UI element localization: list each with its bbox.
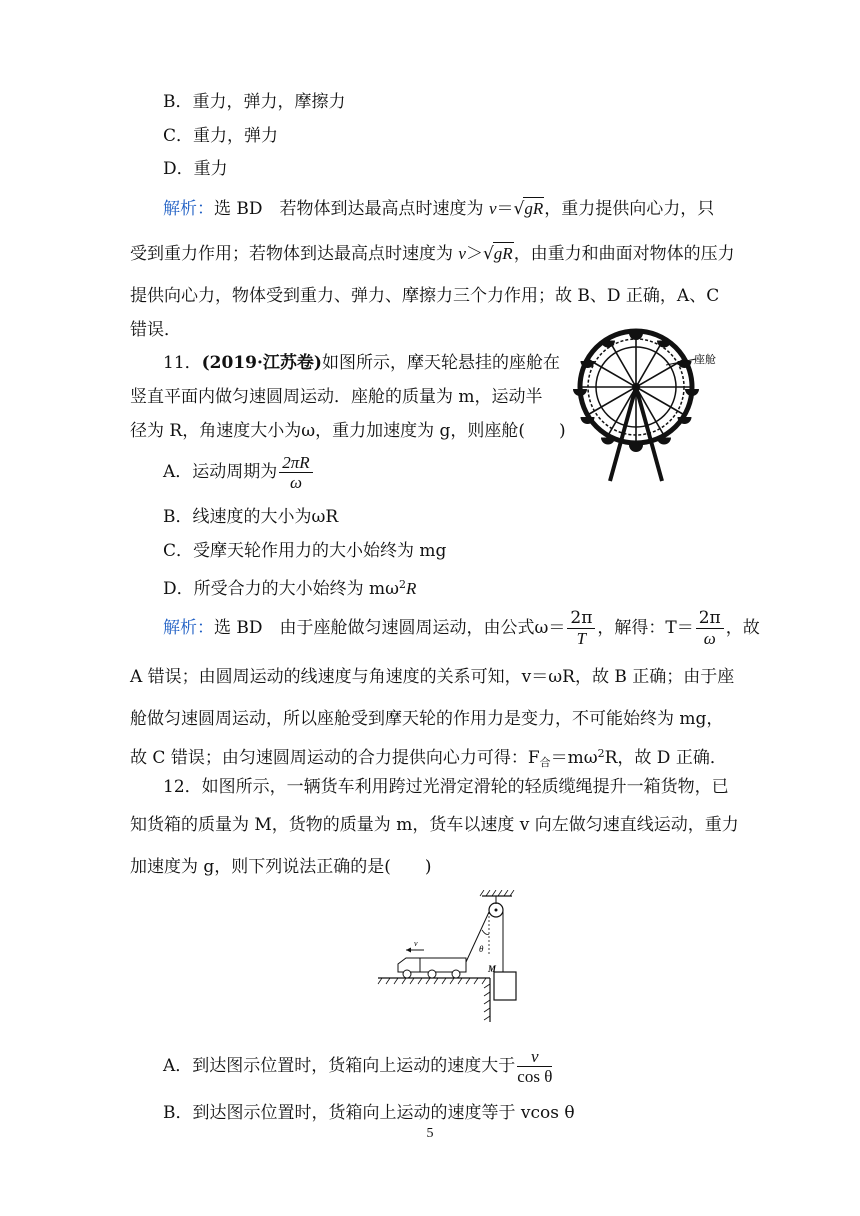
- q11-analysis-line-2: A 错误；由圆周运动的线速度与角速度的关系可知，v＝ωR，故 B 正确；由于座: [130, 667, 735, 687]
- q11-analysis-line-1: 解析：选 BD 由于座舱做匀速圆周运动，由公式ω＝ $\frac{2\pi}{T}$ ，解得：T＝ $\frac{2\pi}{\omega}$ ，故: [163, 608, 760, 648]
- q11-option-c: C．受摩天轮作用力的大小始终为 mg: [163, 541, 447, 561]
- q10-analysis-line-2: 受到重力作用；若物体到达最高点时速度为 v＞√gR，由重力和曲面对物体的压力: [130, 244, 735, 264]
- q11-analysis-line-3: 舱做匀速圆周运动，所以座舱受到摩天轮的作用力是变力，不可能始终为 mg，: [130, 709, 724, 729]
- q11-analysis-line-4: 故 C 错误；由匀速圆周运动的合力提供向心力可得：$F_合=m\omega^2R$，故 D 正确．: [130, 747, 727, 769]
- q11-stem-line-3: 径为 R，角速度大小为ω，重力加速度为 g，则座舱( ): [130, 421, 566, 441]
- theta-label: θ: [479, 944, 484, 954]
- q11-source: (2019·江苏卷): [201, 353, 322, 373]
- mass-label: M: [488, 964, 497, 974]
- cabin: [573, 389, 587, 396]
- q12-stem-line-2: 知货箱的质量为 M，货物的质量为 m，货车以速度 v 向左做匀速直线运动，重力: [130, 815, 739, 835]
- q11-stem-line-2: 竖直平面内做匀速圆周运动．座舱的质量为 m，运动半: [130, 387, 543, 407]
- q10-option-c: C．重力，弹力: [163, 126, 279, 146]
- q10-analysis-line-1: 解析：选 BD 若物体到达最高点时速度为 v＝√gR，重力提供向心力，只: [163, 199, 715, 219]
- truck-pulley-figure: [376, 890, 536, 1026]
- q12-option-a: A．到达图示位置时，货箱向上运动的速度大于 $\frac{v}{\text{cos θ}}$: [163, 1047, 553, 1086]
- cabin: [685, 389, 699, 396]
- cabin-label: 座舱: [694, 354, 716, 366]
- q11-stem-line-1: 11．(2019·江苏卷)如图所示，摩天轮悬挂的座舱在: [163, 353, 560, 373]
- cabin: [601, 437, 615, 444]
- page-number: 5: [426, 1126, 434, 1141]
- cabin: [657, 437, 671, 444]
- velocity-label: v: [414, 939, 418, 948]
- q11-option-a: A．运动周期为 $\frac{2\pi R}{\omega}$: [163, 452, 315, 492]
- sqrt-gr: gR: [524, 199, 544, 218]
- q10-analysis-line-3: 提供向心力，物体受到重力、弹力、摩擦力三个力作用；故 B、D 正确，A、C: [130, 286, 720, 306]
- q11-option-b: B．线速度的大小为ωR: [163, 507, 339, 527]
- cabin: [629, 445, 643, 452]
- analysis-label: 解析：: [163, 199, 214, 219]
- q12-stem-line-1: 12．如图所示，一辆货车利用跨过光滑定滑轮的轻质缆绳提升一箱货物，已: [163, 777, 729, 797]
- q12-option-b: B．到达图示位置时，货箱向上运动的速度等于 vcos θ: [163, 1103, 575, 1123]
- truck: [398, 958, 466, 978]
- ferris-wheel-figure: [558, 325, 724, 483]
- q11-option-d: D．所受合力的大小始终为 $m\omega^2R$: [163, 578, 417, 599]
- cargo-box: [494, 972, 516, 1000]
- q10-analysis-line-4: 错误．: [130, 320, 181, 340]
- q12-stem-line-3: 加速度为 g，则下列说法正确的是( ): [130, 857, 432, 877]
- fraction: $\frac{2\pi R}{\omega}$: [279, 453, 312, 492]
- q10-option-b: B．重力，弹力，摩擦力: [163, 92, 346, 112]
- analysis-label: 解析：: [163, 618, 214, 638]
- q10-option-d: D．重力: [163, 159, 228, 179]
